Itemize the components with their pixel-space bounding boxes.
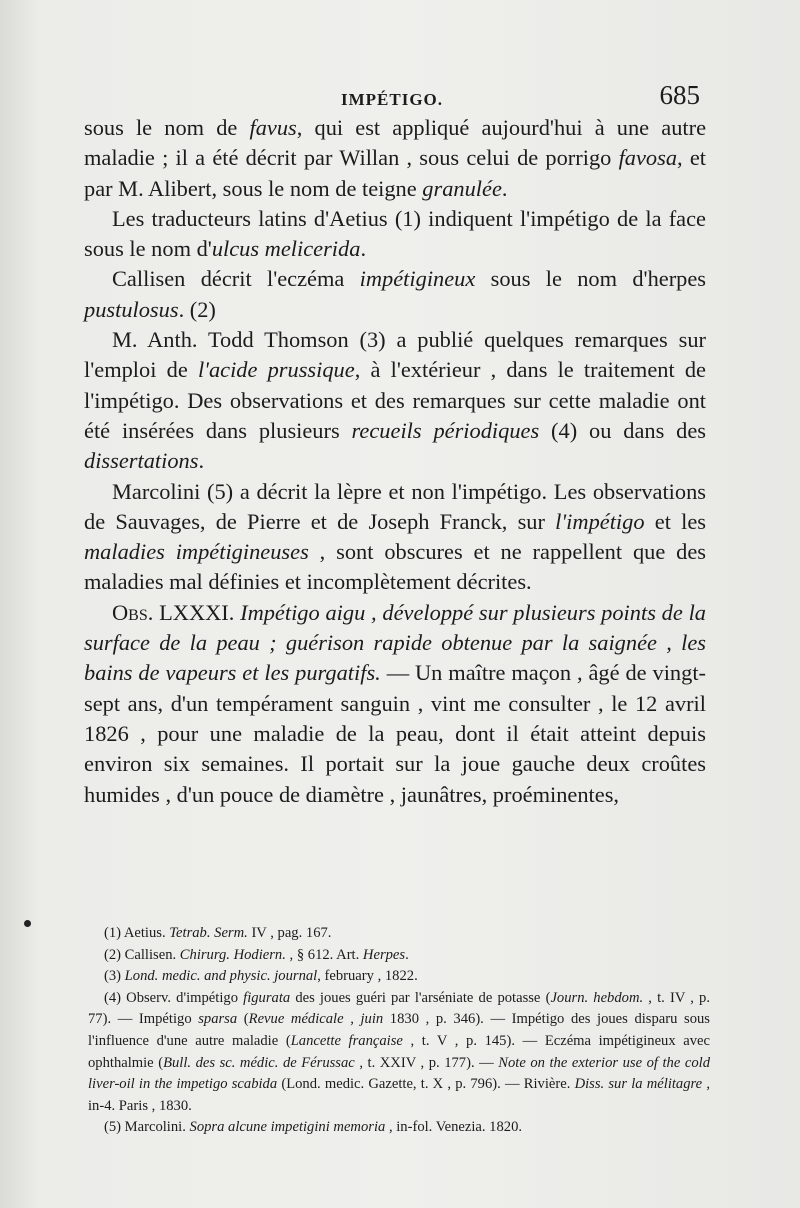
footnote-4: (4) Observ. d'impétigo figurata des joues guéri par l'arséniate de potasse (Journ. hebdom. , t. IV , p. 77). — Impétigo sparsa (Revue médicale , juin 1830 , p. 346). — Impétigo des joues disparu sous l'influence d'une autre maladie (Lancette française , t. V , p. 145). — Eczéma impétigineux avec ophthalmie (Bull. des sc. médic. de Férussac , t. XXIV , p. 177). — Note on the exterior use of the cold liver-oil in the impetigo scabida (Lond. medic. Gazette, t. X , p. 796). — Rivière. Diss. sur la mélitagre , in-4. Paris , 1830. [88, 989, 710, 1114]
footnotes [88, 923, 710, 1139]
main-text [84, 113, 706, 810]
ink-dot [24, 920, 31, 927]
paragraph-observation: Obs. LXXXI. Impétigo aigu , développé sur plusieurs points de la surface de la peau ; guérison rapide obtenue par la saignée , les bains de vapeurs et les purgatifs. — Un maître maçon , âgé de vingt-sept ans, d'un tempérament sanguin , vint me consulter , le 12 avril 1826 , pour une maladie de la peau, dont il était atteint depuis environ six semaines. Il portait sur la joue gauche deux croûtes humides , d'un pouce de diamètre , jaunâtres, proéminentes, [84, 599, 706, 807]
paragraph-aetius: Les traducteurs latins d'Aetius (1) indiquent l'impétigo de la face sous le nom d'ulcus melicerida. [84, 205, 706, 262]
paragraph-callisen: Callisen décrit l'eczéma impétigineux sous le nom d'herpes pustulosus. (2) [84, 266, 707, 322]
footnote-3: (3) Lond. medic. and physic. journal, february , 1822. [104, 968, 418, 985]
page-number: 685 [659, 80, 700, 110]
footnote-2: (2) Callisen. Chirurg. Hodiern. , § 612. Art. Herpes. [104, 946, 409, 963]
observation-title: Impétigo aigu , développé sur plusieurs points de la surface de la peau ; guérison rapide obtenue par la saignée , les bains de vapeurs et les purgatifs. [84, 599, 706, 686]
footnote-5: (5) Marcolini. Sopra alcune impetigini memoria , in-fol. Venezia. 1820. [104, 1119, 523, 1136]
observation-label: Obs. LXXXI. [112, 599, 235, 625]
paragraph-favus: sous le nom de favus, qui est appliqué aujourd'hui à une autre maladie ; il a été décrit par Willan , sous celui de porrigo favosa, et par M. Alibert, sous le nom de teigne granulée. [84, 115, 707, 201]
page-header [84, 80, 706, 114]
paragraph-thomson: M. Anth. Todd Thomson (3) a publié quelques remarques sur l'emploi de l'acide prussique, à l'extérieur , dans le traitement de l'impétigo. Des observations et des remarques sur cette maladie ont été insérées dans plusieurs recueils périodiques (4) ou dans des dissertations. [84, 327, 707, 474]
running-title: IMPÉTIGO. [341, 90, 444, 109]
footnote-1: (1) Aetius. Tetrab. Serm. IV , pag. 167. [104, 925, 332, 941]
paragraph-marcolini: Marcolini (5) a décrit la lèpre et non l'impétigo. Les observations de Sauvages, de Pierre et de Joseph Franck, sur l'impétigo et les maladies impétigineuses , sont obscures et ne rappellent que des maladies mal définies et incomplètement décrites. [84, 478, 706, 595]
